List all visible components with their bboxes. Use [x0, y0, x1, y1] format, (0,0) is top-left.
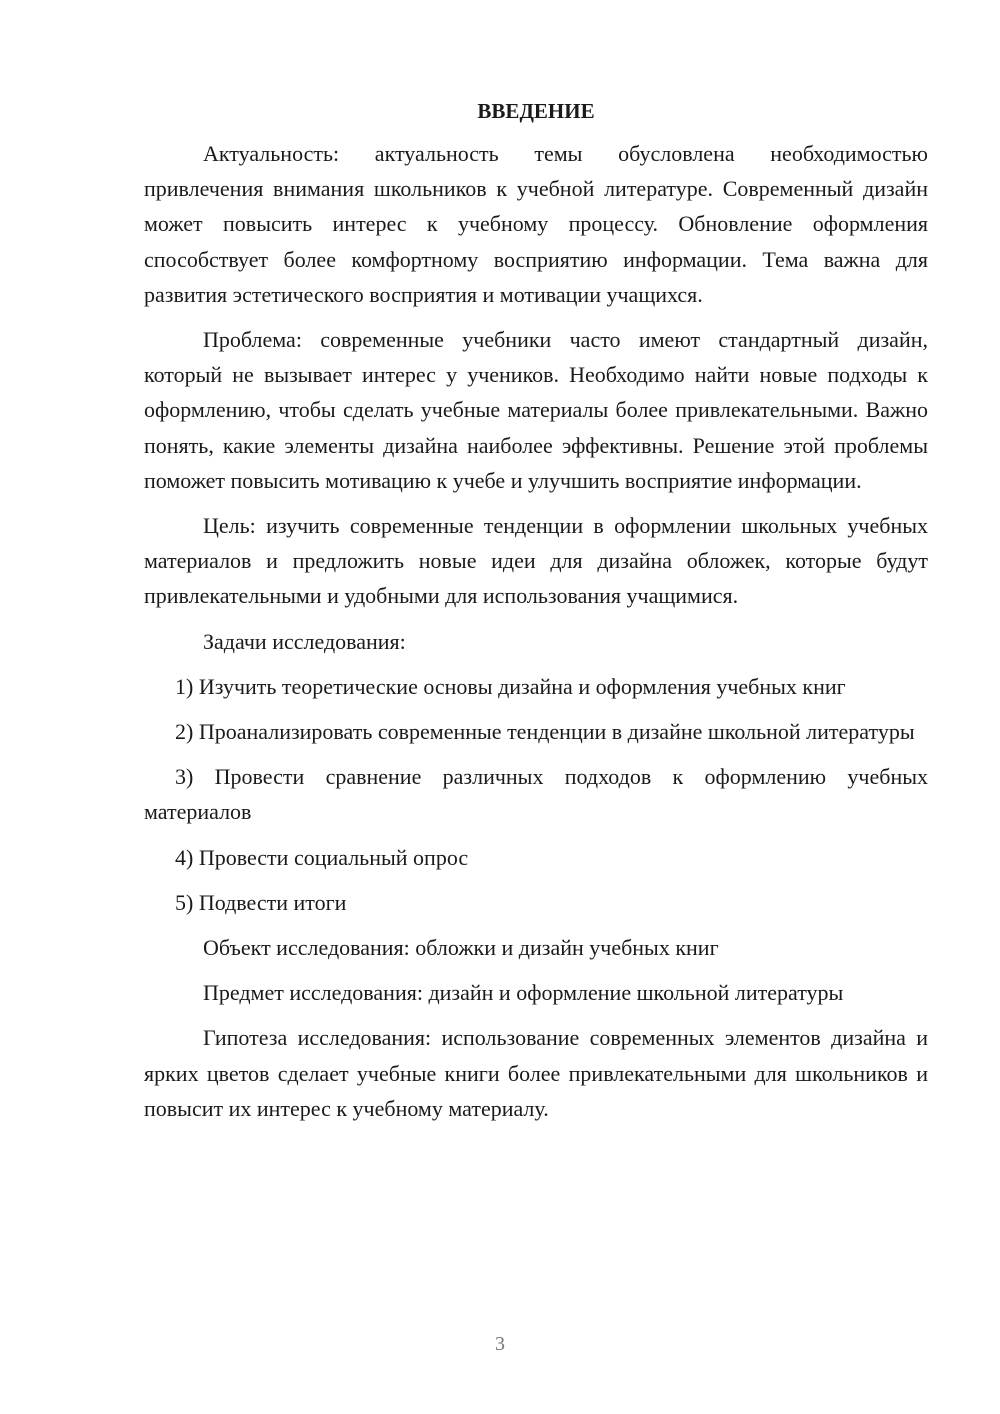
relevance-paragraph: Актуальность: актуальность темы обусловлена необходимостью привлечения внимания школьников к учебной литературе. Современный дизайн может повысить интерес к учебному процессу. Обновление оформления способствует более комфортному восприятию информации. Тема важна для развития эстетического восприятия и мотивации учащихся. — [144, 141, 928, 307]
tasks-heading: Задачи исследования: — [203, 628, 406, 654]
research-object-paragraph: Объект исследования: обложки и дизайн учебных книг — [203, 935, 719, 961]
hypothesis-paragraph: Гипотеза исследования: использование современных элементов дизайна и ярких цветов сделает учебные книги более привлекательными для школьников и повысит их интерес к учебному материалу. — [144, 1025, 928, 1121]
document-page — [144, 96, 928, 1136]
section-title: ВВЕДЕНИЕ — [477, 99, 595, 123]
tasks-list — [144, 669, 928, 920]
task-item-1: 1) Изучить теоретические основы дизайна и оформления учебных книг — [175, 673, 846, 699]
problem-paragraph: Проблема: современные учебники часто имеют стандартный дизайн, который не вызывает интерес у учеников. Необходимо найти новые подходы к оформлению, чтобы сделать учебные материалы более привлекательными. Важно понять, какие элементы дизайна наиболее эффективны. Решение этой проблемы поможет повысить мотивацию к учебе и улучшить восприятие информации. — [144, 327, 928, 493]
research-subject-paragraph: Предмет исследования: дизайн и оформление школьной литературы — [203, 980, 844, 1006]
task-item-3: 3) Провести сравнение различных подходов к оформлению учебных материалов — [144, 764, 928, 825]
task-item-4: 4) Провести социальный опрос — [175, 844, 469, 870]
goal-paragraph: Цель: изучить современные тенденции в оформлении школьных учебных материалов и предложить новые идеи для дизайна обложек, которые будут привлекательными и удобными для использования учащимися. — [144, 513, 928, 609]
page-number: 3 — [495, 1333, 505, 1355]
task-item-2: 2) Проанализировать современные тенденции в дизайне школьной литературы — [175, 719, 915, 745]
task-item-5: 5) Подвести итоги — [175, 889, 347, 915]
